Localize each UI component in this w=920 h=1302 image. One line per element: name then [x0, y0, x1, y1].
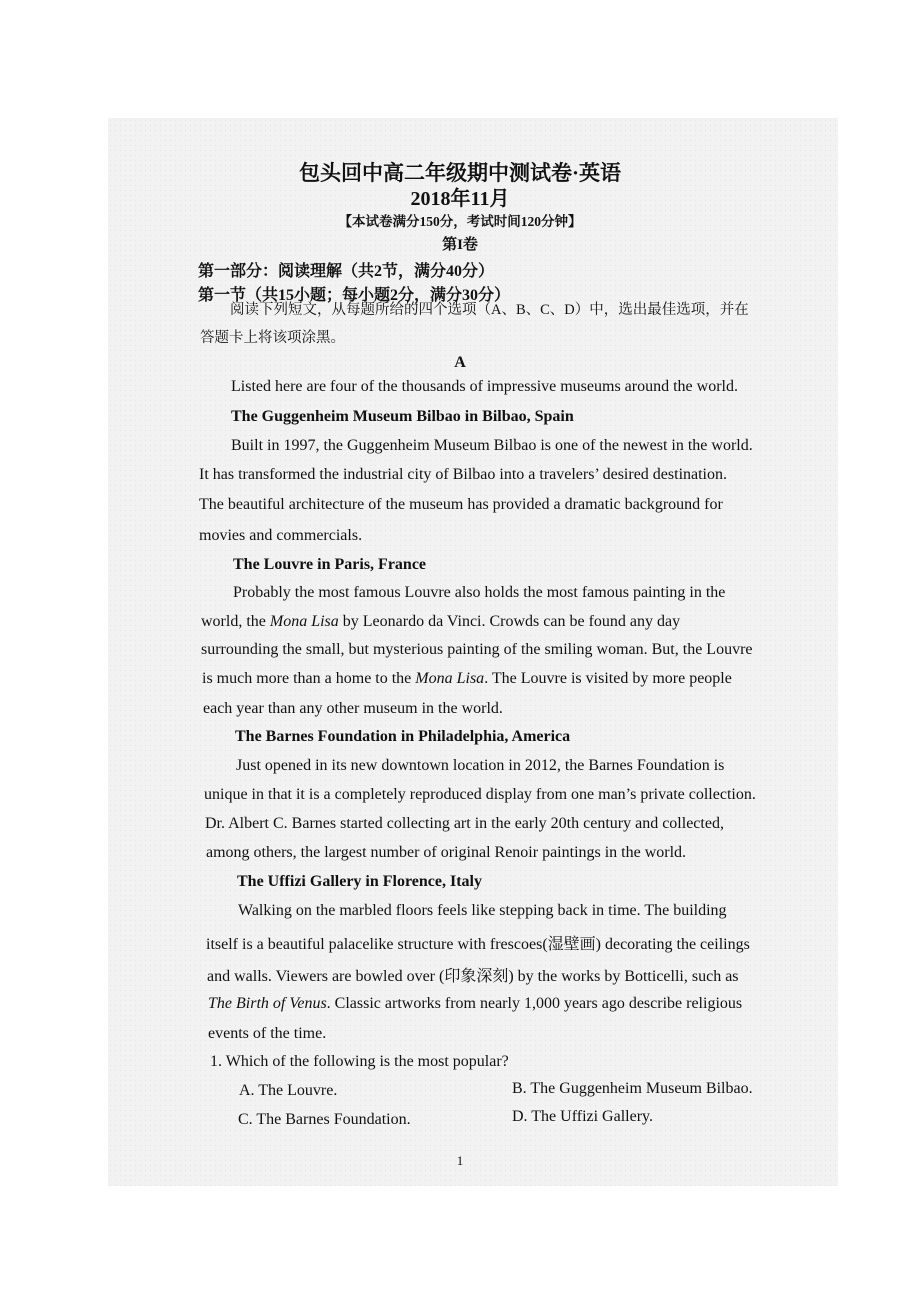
volume-label: 第I卷: [442, 237, 478, 253]
exam-title: 包头回中高二年级期中测试卷·英语: [298, 161, 621, 185]
question-stem: 1. Which of the following is the most popular?: [210, 1053, 509, 1070]
page-number: 1: [456, 1153, 464, 1168]
paragraph-line: each year than any other museum in the world.: [203, 700, 503, 717]
paragraph-line: Just opened in its new downtown location in 2012, the Barnes Foundation is: [236, 757, 725, 774]
text-run: by Leonardo da Vinci. Crowds can be found any day: [338, 613, 681, 630]
instructions: 阅读下列短文，从每题所给的四个选项（A、B、C、D）中，选出最佳选项，并在答题卡上将该项涂黑。: [200, 302, 749, 346]
museum-heading-barnes: The Barnes Foundation in Philadelphia, America: [235, 728, 571, 745]
paragraph-line: unique in that it is a completely reproduced display from one man’s private collection.: [204, 786, 756, 803]
section1-heading: 第一节（共15小题；每小题2分，满分30分）: [198, 287, 511, 304]
museum-heading-louvre: The Louvre in Paris, France: [233, 556, 427, 573]
option-b: B. The Guggenheim Museum Bilbao.: [512, 1080, 753, 1097]
passage-intro: Listed here are four of the thousands of impressive museums around the world.: [231, 378, 738, 395]
paragraph-line: movies and commercials.: [199, 527, 363, 544]
option-c: C. The Barnes Foundation.: [238, 1111, 411, 1128]
painting-title: Mona Lisa: [415, 670, 485, 687]
text-run: is much more than a home to the: [202, 670, 416, 687]
part1-heading: 第一部分：阅读理解（共2节，满分40分）: [198, 263, 495, 280]
paragraph-line: among others, the largest number of original Renoir paintings in the world.: [206, 844, 687, 861]
option-d: D. The Uffizi Gallery.: [512, 1108, 653, 1125]
museum-heading-uffizi: The Uffizi Gallery in Florence, Italy: [237, 873, 482, 890]
paragraph-line: [202, 670, 732, 688]
paragraph-line: Probably the most famous Louvre also holds the most famous painting in the: [233, 584, 726, 601]
paragraph-line: and walls. Viewers are bowled over (印象深刻) by the works by Botticelli, such as: [207, 968, 739, 985]
paragraph-line: Walking on the marbled floors feels like stepping back in time. The building: [238, 902, 727, 919]
paragraph-line: Dr. Albert C. Barnes started collecting art in the early 20th century and collected,: [205, 815, 724, 832]
paragraph-line: It has transformed the industrial city of Bilbao into a travelers’ desired destination.: [199, 466, 727, 483]
paragraph-line: surrounding the small, but mysterious painting of the smiling woman. But, the Louvre: [201, 641, 753, 658]
painting-title: The Birth of Venus: [208, 995, 327, 1012]
paragraph-line: The beautiful architecture of the museum has provided a dramatic background for: [199, 496, 723, 513]
exam-note: 【本试卷满分150分，考试时间120分钟】: [338, 214, 582, 229]
text-run: . Classic artworks from nearly 1,000 years ago describe religious: [326, 995, 743, 1012]
passage-letter: A: [454, 354, 466, 371]
exam-date: 2018年11月: [410, 188, 510, 210]
painting-title: Mona Lisa: [269, 613, 339, 630]
paragraph-line: itself is a beautiful palacelike structure with frescoes(湿壁画) decorating the ceilings: [206, 936, 750, 953]
paragraph-line: [201, 613, 680, 631]
paragraph-line: Built in 1997, the Guggenheim Museum Bilbao is one of the newest in the world.: [231, 437, 753, 454]
text-run: world, the: [201, 613, 270, 630]
option-a: A. The Louvre.: [239, 1082, 338, 1099]
text-run: . The Louvre is visited by more people: [484, 670, 732, 687]
paragraph-line: events of the time.: [208, 1025, 327, 1042]
paragraph-line: [208, 995, 742, 1013]
museum-heading-guggenheim: The Guggenheim Museum Bilbao in Bilbao, Spain: [231, 408, 574, 425]
